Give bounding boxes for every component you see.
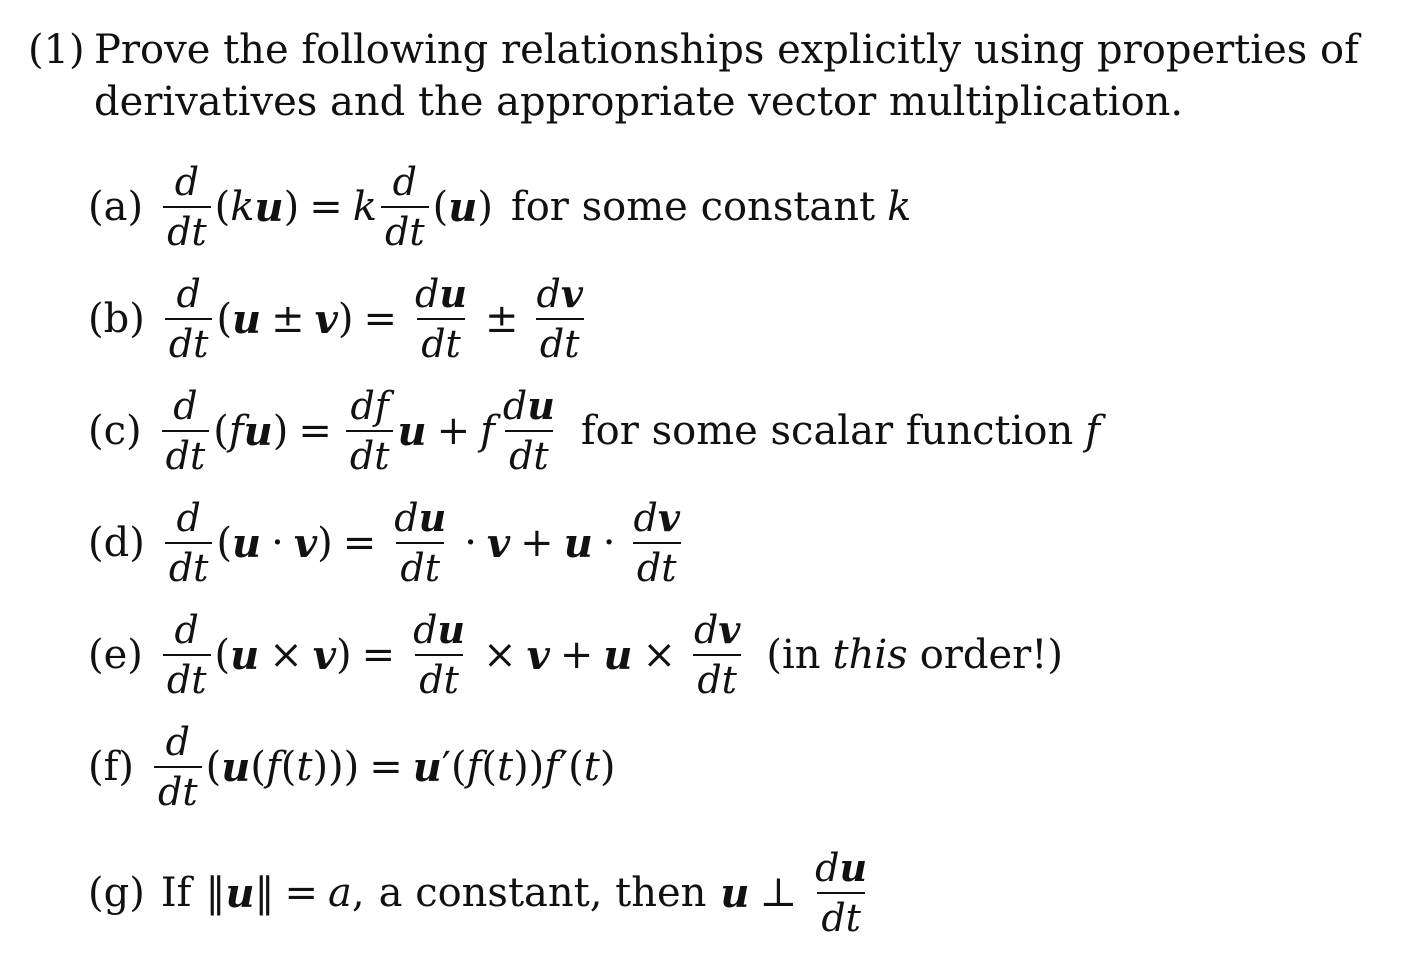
part-label: (e) [88, 632, 143, 678]
fraction: $\frac{du}{dt}$ [415, 271, 467, 366]
fraction: $\frac{d}{dt}$ [163, 160, 211, 254]
fraction: $\frac{du}{dt}$ [413, 607, 466, 702]
part-c-suffix-var: f [1085, 408, 1101, 454]
fraction: $\frac{d}{dt}$ [163, 608, 211, 702]
part-c [88, 384, 1100, 478]
fraction: $\frac{d}{dt}$ [162, 384, 210, 478]
part-label: (g) [88, 870, 145, 916]
fraction: $\frac{dv}{dt}$ [693, 607, 741, 702]
fraction: $\frac{df}{dt}$ [346, 384, 394, 478]
equation-b: $\frac{d}{dt}$ ( u ± v ) = $\frac{du}{dt}$ ± $\frac{dv}{dt}$ [161, 272, 591, 366]
part-e-suffix-pre: (in [766, 632, 821, 678]
part-g [88, 846, 875, 940]
equation-g-perp: u ⊥ $\frac{du}{dt}$ [720, 846, 875, 940]
equation-d: $\frac{d}{dt}$ ( u · v ) = $\frac{du}{dt}$ · v + u · $\frac{dv}{dt}$ [161, 496, 688, 590]
part-a-suffix-var: k [887, 184, 912, 230]
part-f [88, 720, 615, 814]
part-a [88, 160, 911, 254]
equation-g-norm: ‖ u ‖ = a , [205, 869, 365, 917]
part-e-suffix-post: order!) [919, 632, 1063, 678]
equation-a: $\frac{d}{dt}$ ( k u ) = k $\frac{d}{dt}$ ( u ) [159, 160, 493, 254]
equation-c: $\frac{d}{dt}$ ( f u ) = $\frac{df}{dt}$ u + f $\frac{du}{dt}$ [158, 384, 563, 478]
fraction: $\frac{dv}{dt}$ [536, 271, 583, 366]
fraction: $\frac{du}{dt}$ [815, 845, 868, 940]
part-g-mid: a constant, then [378, 870, 707, 916]
fraction: $\frac{dv}{dt}$ [633, 495, 680, 590]
problem-statement [28, 24, 1408, 128]
fraction: $\frac{d}{dt}$ [381, 160, 429, 254]
equation-e: $\frac{d}{dt}$ ( u × v ) = $\frac{du}{dt}$ × v + u × $\frac{dv}{dt}$ [159, 608, 748, 702]
part-b [88, 272, 591, 366]
part-e-suffix-em: this [832, 632, 908, 678]
part-label: (a) [88, 184, 144, 230]
part-label: (d) [88, 520, 145, 566]
part-c-suffix: for some scalar function [580, 408, 1074, 454]
fraction: $\frac{d}{dt}$ [165, 272, 213, 366]
problem-stem: Prove the following relationships explicitly using properties of derivatives and the appropriate vector multiplication. [94, 27, 1359, 125]
part-a-suffix: for some constant [510, 184, 876, 230]
fraction: $\frac{du}{dt}$ [502, 383, 555, 478]
fraction: $\frac{d}{dt}$ [165, 496, 213, 590]
fraction: $\frac{du}{dt}$ [394, 495, 447, 590]
equation-f: $\frac{d}{dt}$ ( u ( f ( t ))) = u ′( f ( t )) f ′( t ) [150, 720, 615, 814]
fraction: $\frac{d}{dt}$ [154, 720, 202, 814]
part-e [88, 608, 1063, 702]
part-g-prefix: If [160, 870, 192, 916]
part-label: (f) [88, 744, 135, 790]
part-label: (c) [88, 408, 142, 454]
part-label: (b) [88, 296, 145, 342]
problem-number: (1) [28, 27, 85, 73]
part-d [88, 496, 688, 590]
